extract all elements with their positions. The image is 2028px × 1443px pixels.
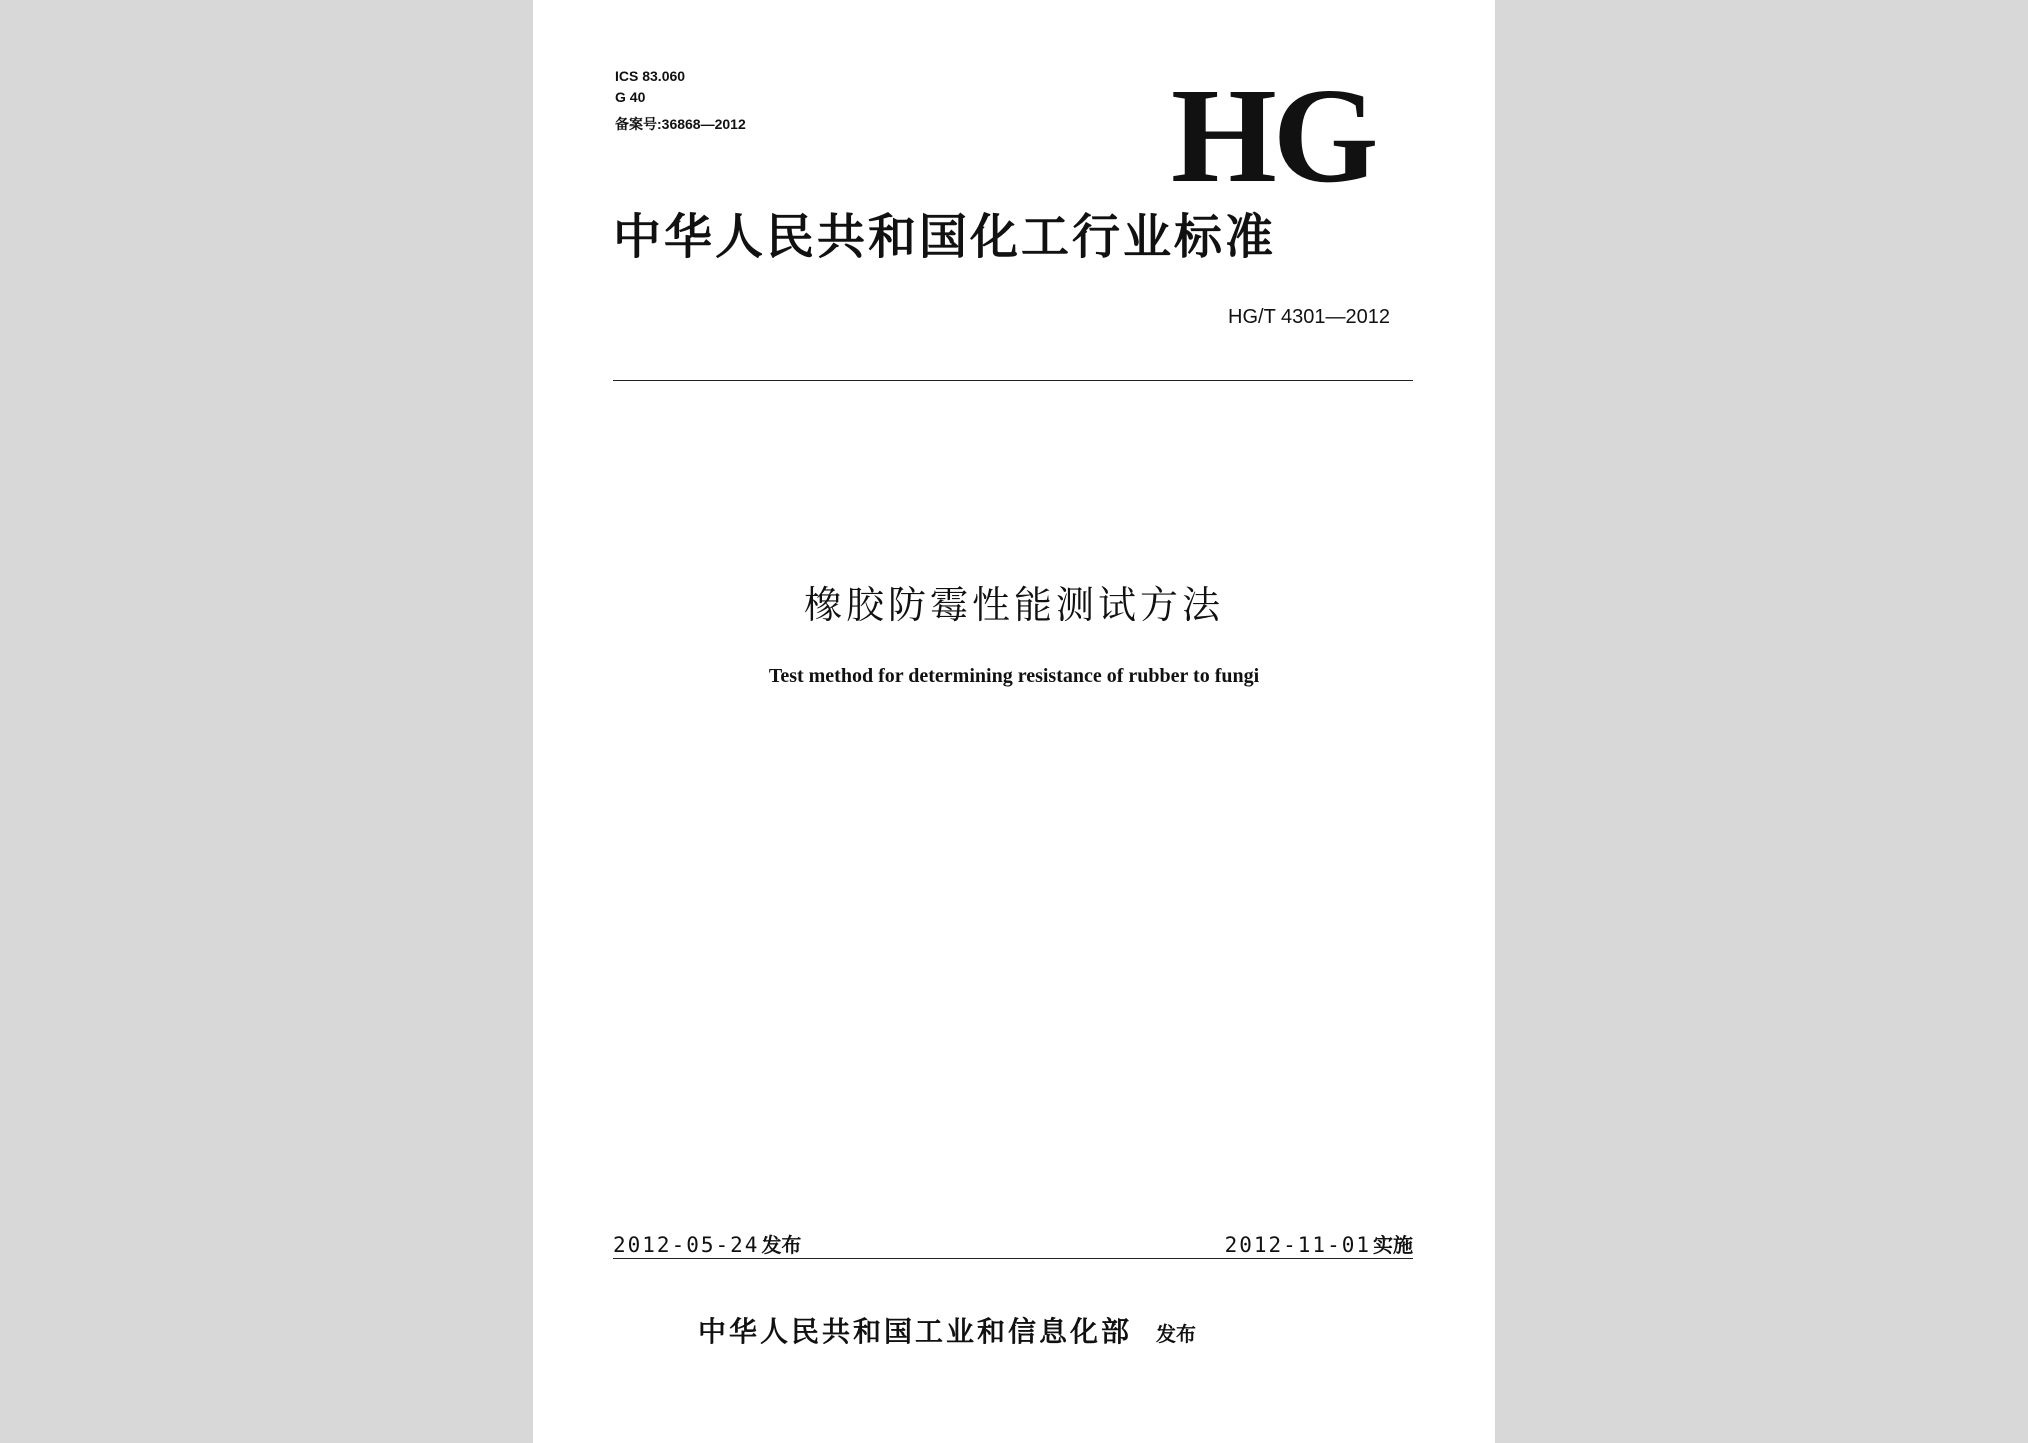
published-date-value: 2012-05-24: [613, 1233, 760, 1257]
top-divider: [613, 380, 1413, 381]
document-title-english: Test method for determining resistance of rubber to fungi: [768, 665, 1260, 687]
ccs-code: G 40: [615, 89, 646, 105]
effective-date-value: 2012-11-01: [1224, 1233, 1371, 1257]
issuer-name: 中华人民共和国工业和信息化部: [698, 1315, 1133, 1348]
hg-logo: HG: [1171, 61, 1375, 211]
published-date: [613, 1229, 801, 1258]
issuer-label: 发布: [1156, 1322, 1197, 1346]
bottom-divider: [613, 1258, 1413, 1259]
effective-label: 实施: [1373, 1233, 1413, 1257]
document-page: [533, 0, 1495, 1443]
issuer: [698, 1310, 1196, 1350]
standard-number: HG/T 4301—2012: [1228, 306, 1390, 328]
effective-date: [1225, 1229, 1413, 1258]
filing-number: 备案号:36868—2012: [615, 116, 746, 132]
ics-code: ICS 83.060: [615, 68, 686, 84]
standard-type-title: 中华人民共和国化工行业标准: [613, 209, 1277, 265]
published-label: 发布: [761, 1233, 802, 1257]
document-title-chinese: 橡胶防霉性能测试方法: [803, 583, 1224, 627]
